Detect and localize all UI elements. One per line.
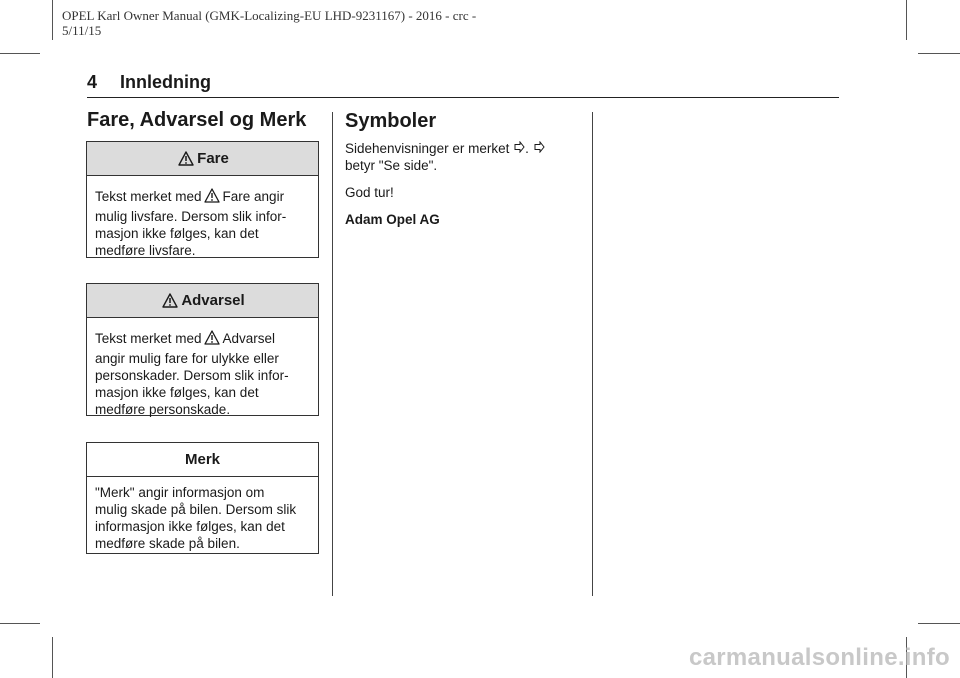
text-line [95,188,310,205]
crop-mark [906,0,907,40]
crop-mark [918,623,960,624]
symbols-section-body [345,140,585,238]
page-number: 4 [87,72,98,92]
danger-box-title: Fare [197,150,229,167]
text-line: medføre skade på bilen. [95,536,240,551]
text-line [95,330,310,347]
note-box [86,442,319,554]
chapter-title: Innledning [120,72,212,92]
warning-triangle-icon [162,293,178,308]
note-box-heading [87,443,318,477]
text-line: medføre personskade. [95,402,231,417]
page-reference-arrow-icon [533,141,545,153]
meta-date: 5/11/15 [62,23,102,38]
crop-mark [52,0,53,40]
danger-box-body [87,176,318,267]
note-box-title: Merk [184,451,221,468]
column-divider [332,112,333,596]
warning-triangle-icon [204,188,220,203]
warning-box-title: Advarsel [181,292,245,309]
warning-box-heading [87,284,318,318]
document-meta [62,8,502,38]
danger-box [86,141,319,258]
text-fragment: betyr "Se side". [345,158,438,173]
meta-line: OPEL Karl Owner Manual (GMK-Localizing-EU LHD-9231167) - 2016 - crc - [62,8,477,23]
text-line: informasjon ikke følges, kan det [95,519,285,534]
warning-triangle-icon [178,151,194,166]
text-fragment: Tekst merket med [95,331,202,346]
text-line: masjon ikke følges, kan det [95,226,259,241]
crop-mark [52,637,53,678]
text-fragment: . [525,141,529,156]
text-line: mulig skade på bilen. Dersom slik [95,502,297,517]
danger-box-heading [87,142,318,176]
greeting-paragraph: God tur! [345,185,394,200]
section-title-fare-advarsel-merk: Fare, Advarsel og Merk [87,109,307,131]
column-divider [592,112,593,596]
text-line: medføre livsfare. [95,243,196,258]
text-line: masjon ikke følges, kan det [95,385,259,400]
text-fragment: Advarsel [222,331,276,346]
page-reference-paragraph [345,140,585,174]
warning-box [86,283,319,416]
warning-triangle-icon [204,330,220,345]
text-line: "Merk" angir informasjon om [95,485,265,500]
text-fragment: Sidehenvisninger er merket [345,141,510,156]
text-fragment: Fare angir [222,189,285,204]
text-fragment: Tekst merket med [95,189,202,204]
page-reference-arrow-icon [513,141,525,153]
warning-box-body [87,318,318,426]
text-line: personskader. Dersom slik infor- [95,368,289,383]
text-line: mulig livsfare. Dersom slik infor- [95,209,287,224]
crop-mark [0,623,40,624]
note-box-body [87,477,318,560]
text-line: angir mulig fare for ulykke eller [95,351,279,366]
signature: Adam Opel AG [345,212,440,227]
header-rule [87,97,839,98]
crop-mark [918,53,960,54]
crop-mark [0,53,40,54]
watermark: carmanualsonline.info [688,644,950,671]
running-head [87,72,211,93]
section-title-symboler: Symboler [345,110,437,132]
